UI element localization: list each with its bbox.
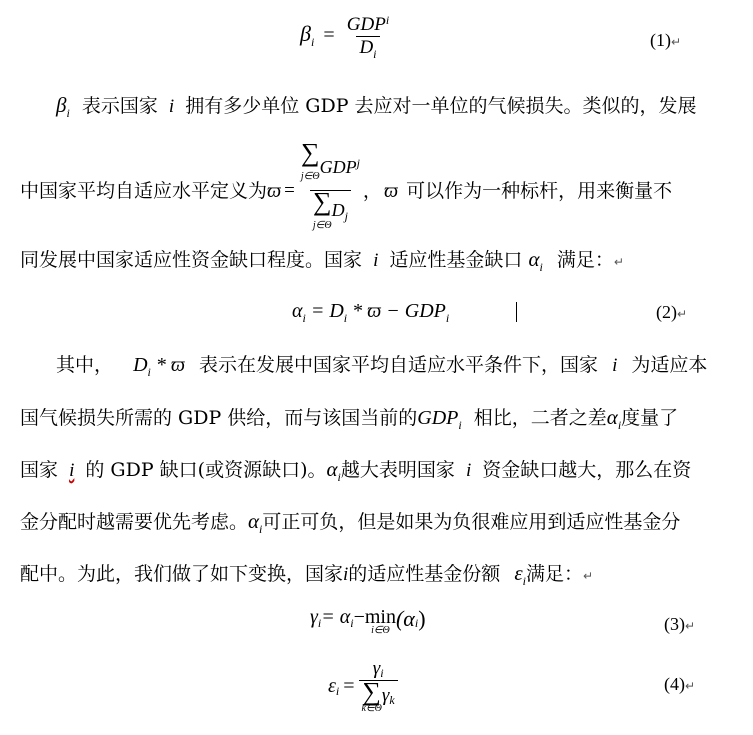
- paragraph-line-5: 国气候损失所需的 GDP 供给，而与该国当前的$GDP_i$ 相比，二者之差$\alpha_i$度量了: [20, 405, 679, 432]
- text: 度量了: [621, 407, 679, 429]
- numerator-gdp: GDP: [346, 14, 386, 35]
- text: 的 GDP 缺口(或资源缺口)。: [85, 459, 327, 481]
- paragraph-line-7: 金分配时越需要优先考虑。$\alpha_i$可正可负，但是如果为负很难应用到适应性基金分: [20, 509, 681, 536]
- text: 资金缺口越大，那么在资: [482, 459, 692, 481]
- paragraph-line-2: [20, 138, 673, 239]
- text: 可以作为一种标杆，用来衡量不: [406, 179, 673, 202]
- text: 拥有多少单位 GDP 去应对一单位的气候损失。类似的，发展: [185, 95, 697, 117]
- variable-i: i: [612, 355, 618, 376]
- paragraph-line-8: 配中。为此，我们做了如下变换，国家i的适应性基金份额 $\varepsilon_i$满足：↵: [20, 561, 594, 588]
- equation-number-1: (1)↵: [650, 30, 682, 50]
- comma: ，: [362, 179, 382, 202]
- text: 金分配时越需要优先考虑。: [20, 511, 249, 533]
- text: 为适应本: [631, 354, 708, 376]
- text: 的适应性基金份额: [348, 563, 501, 585]
- text: 配中。为此，我们做了如下变换，国家: [20, 563, 344, 585]
- sum-sign: ∑: [300, 138, 320, 167]
- equation-number-2: (2)↵: [656, 302, 688, 322]
- text: 表示在发展中国家平均自适应水平条件下，国家: [199, 354, 599, 376]
- text: 国家: [20, 459, 59, 481]
- text-cursor: [516, 302, 517, 322]
- numerator-subscript: i: [385, 13, 390, 27]
- sum-limit: k∈Θ: [361, 703, 382, 714]
- equation-3: γ i = α i − min i∈Θ (α i ): [310, 606, 426, 636]
- varpi-symbol: ϖ: [267, 179, 282, 202]
- denominator-subscript: i: [373, 47, 377, 61]
- alpha-symbol: α: [606, 405, 618, 429]
- paragraph-line-3: 同发展中国家适应性资金缺口程度。国家 i 适应性基金缺口 $\alpha_i$ 满足：↵: [20, 247, 624, 274]
- variable-i: i: [465, 460, 472, 481]
- text: 适应性基金缺口: [389, 249, 523, 271]
- equation-4: ε i = γi ∑ k∈Θ γ k: [328, 658, 398, 714]
- variable-i: i: [343, 564, 349, 585]
- sum-limit: j∈Θ: [312, 220, 332, 231]
- beta-subscript: i: [310, 35, 315, 49]
- text: 满足：: [525, 563, 583, 585]
- text: 中国家平均自适应水平定义为: [20, 179, 268, 202]
- variable-i: i: [168, 96, 175, 117]
- text: 满足：: [556, 249, 614, 271]
- epsilon-symbol: ε: [514, 561, 523, 585]
- numerator-gdp: GDP: [319, 157, 357, 177]
- fraction-gamma: γi ∑ k∈Θ γ k: [359, 658, 398, 714]
- variable-i-spellcheck: i: [69, 460, 75, 481]
- denominator-d: D: [331, 200, 345, 220]
- fraction-sum-gdp-over-sum-d: ∑ j∈Θ GDP j ∑ j∈Θ D j: [298, 142, 363, 239]
- equals-sign: =: [284, 179, 295, 201]
- paragraph-mark: ↵: [671, 35, 682, 49]
- sum-limit: j∈Θ: [300, 171, 320, 182]
- sum-sign: ∑: [312, 187, 332, 216]
- alpha-symbol: α: [248, 509, 260, 533]
- text: 相比，二者之差: [473, 407, 607, 429]
- equation-number-3: (3)↵: [664, 614, 696, 634]
- gdp-symbol: GDP: [417, 407, 459, 429]
- min-operator: min i∈Θ: [364, 606, 396, 636]
- text: 其中，: [56, 354, 114, 376]
- variable-i: i: [373, 250, 379, 271]
- paragraph-line-1: $\beta_i$ 表示国家 i 拥有多少单位 GDP 去应对一单位的气候损失。类似的，发展: [56, 93, 697, 120]
- equals-sign: =: [323, 24, 335, 46]
- text: 表示国家: [81, 95, 158, 117]
- paragraph-mark: ↵: [613, 255, 624, 269]
- alpha-symbol: α: [528, 247, 540, 271]
- denominator-d: D: [359, 37, 374, 58]
- fraction-gdp-over-d: [344, 14, 392, 59]
- equation-1: [300, 14, 392, 59]
- text: 国气候损失所需的 GDP 供给，而与该国当前的: [20, 407, 418, 429]
- varpi-symbol: ϖ: [383, 179, 399, 202]
- equation-2: $\alpha_i = D_i * ϖ - GDP_i$: [292, 300, 450, 325]
- text: 可正可负，但是如果为负很难应用到适应性基金分: [262, 511, 681, 533]
- beta-symbol: β: [300, 21, 311, 46]
- d-symbol: D: [133, 354, 148, 376]
- alpha-symbol: α: [326, 457, 338, 481]
- text: 同发展中国家适应性资金缺口程度。国家: [20, 249, 363, 271]
- paragraph-line-6: 国家 i 的 GDP 缺口(或资源缺口)。$\alpha_i$越大表明国家 i 资金缺口越大，那么在资: [20, 457, 692, 484]
- text: 越大表明国家: [340, 459, 455, 481]
- equation-number-4: (4)↵: [664, 674, 696, 694]
- sum-sign: ∑: [362, 677, 381, 706]
- beta-symbol: β: [56, 93, 67, 117]
- paragraph-line-4: 其中， $D_i$ * ϖ 表示在发展中国家平均自适应水平条件下，国家 i 为适应本: [56, 354, 708, 379]
